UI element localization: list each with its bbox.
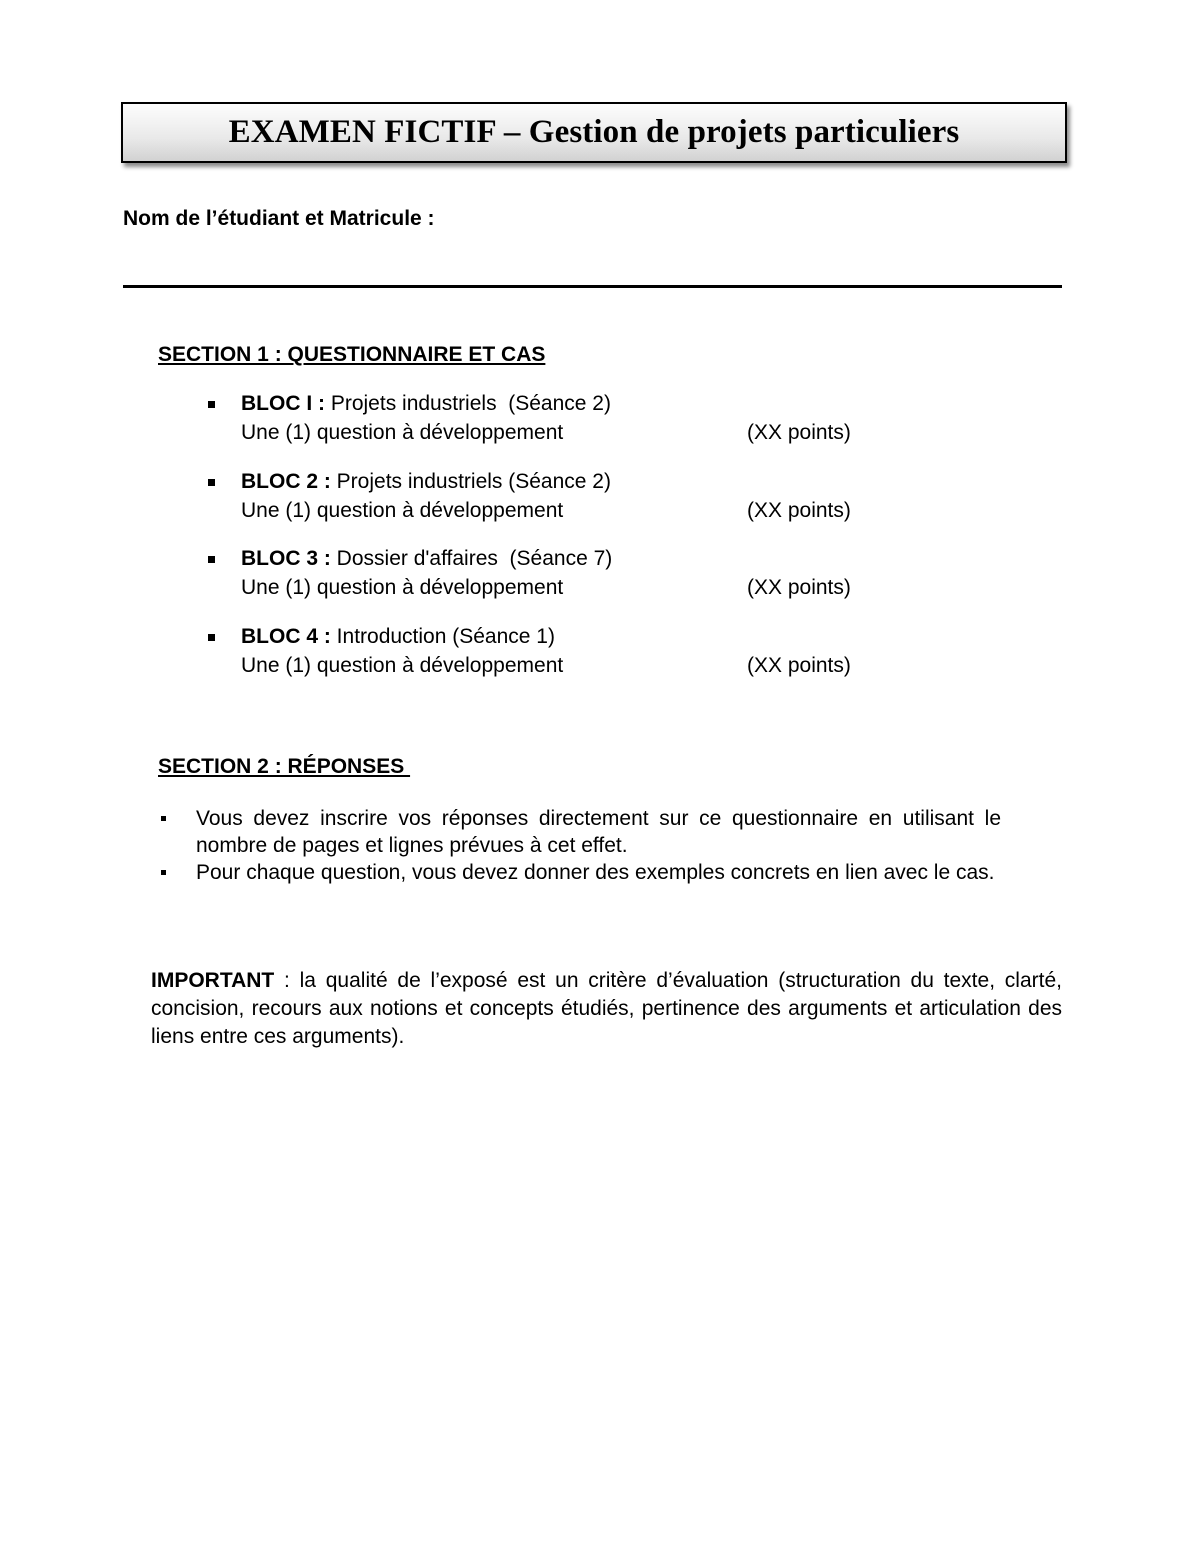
bloc-points: (XX points): [747, 576, 851, 599]
student-answer-line: [123, 285, 1062, 288]
title-box: [121, 102, 1067, 163]
bullet-square-icon: [208, 479, 215, 486]
bloc-points: (XX points): [747, 499, 851, 522]
instructions-list: [158, 805, 1001, 886]
bloc-question: Une (1) question à développement: [241, 576, 564, 599]
bloc-points: (XX points): [747, 421, 851, 444]
bloc-item: [0, 470, 1200, 530]
bloc-heading: [241, 625, 555, 649]
bloc-points: (XX points): [747, 654, 851, 677]
page-title: EXAMEN FICTIF – Gestion de projets particuliers: [228, 114, 960, 150]
bloc-topic: Introduction (Séance 1): [330, 625, 555, 648]
bloc-item: [0, 392, 1200, 452]
bullet-square-icon: [208, 401, 215, 408]
bloc-label: BLOC 2 :: [241, 470, 331, 493]
instruction-text: Pour chaque question, vous devez donner des exemples concrets en lien avec le cas.: [196, 861, 995, 884]
bloc-item: [0, 625, 1200, 685]
bloc-label: BLOC 3 :: [241, 547, 331, 570]
bloc-label: BLOC I :: [241, 392, 325, 415]
bloc-question: Une (1) question à développement: [241, 499, 564, 522]
important-label: IMPORTANT: [151, 969, 275, 992]
bloc-question: Une (1) question à développement: [241, 421, 564, 444]
bloc-label: BLOC 4 :: [241, 625, 331, 648]
bloc-topic: Projets industriels (Séance 2): [330, 470, 611, 493]
bloc-heading: [241, 392, 611, 416]
bloc-topic: Dossier d'affaires (Séance 7): [330, 547, 613, 570]
bullet-square-icon: [208, 634, 215, 641]
bullet-square-icon: [208, 556, 215, 563]
instruction-text: Vous devez inscrire vos réponses directement sur ce questionnaire en utilisant le nombre de pages et lignes prévues à cet effet.: [196, 807, 1001, 857]
section-1-title: SECTION 1 : QUESTIONNAIRE ET CAS: [158, 343, 546, 366]
bloc-heading: [241, 547, 612, 571]
bullet-square-icon: [161, 816, 166, 821]
student-name-label: Nom de l’étudiant et Matricule :: [123, 207, 435, 230]
bloc-heading: [241, 470, 611, 494]
important-text: : la qualité de l’exposé est un critère d’évaluation (structuration du texte, clarté, concision, recours aux notions et concepts étudiés, pertinence des arguments et articulation des liens entre ces arguments).: [151, 969, 1062, 1048]
bloc-item: [0, 547, 1200, 607]
bullet-square-icon: [161, 870, 166, 875]
bloc-topic: Projets industriels (Séance 2): [325, 392, 611, 415]
list-item: [158, 859, 1001, 886]
bloc-question: Une (1) question à développement: [241, 654, 564, 677]
section-2-title: SECTION 2 : RÉPONSES: [158, 755, 411, 778]
list-item: [158, 805, 1001, 859]
important-note: [151, 967, 1062, 1051]
